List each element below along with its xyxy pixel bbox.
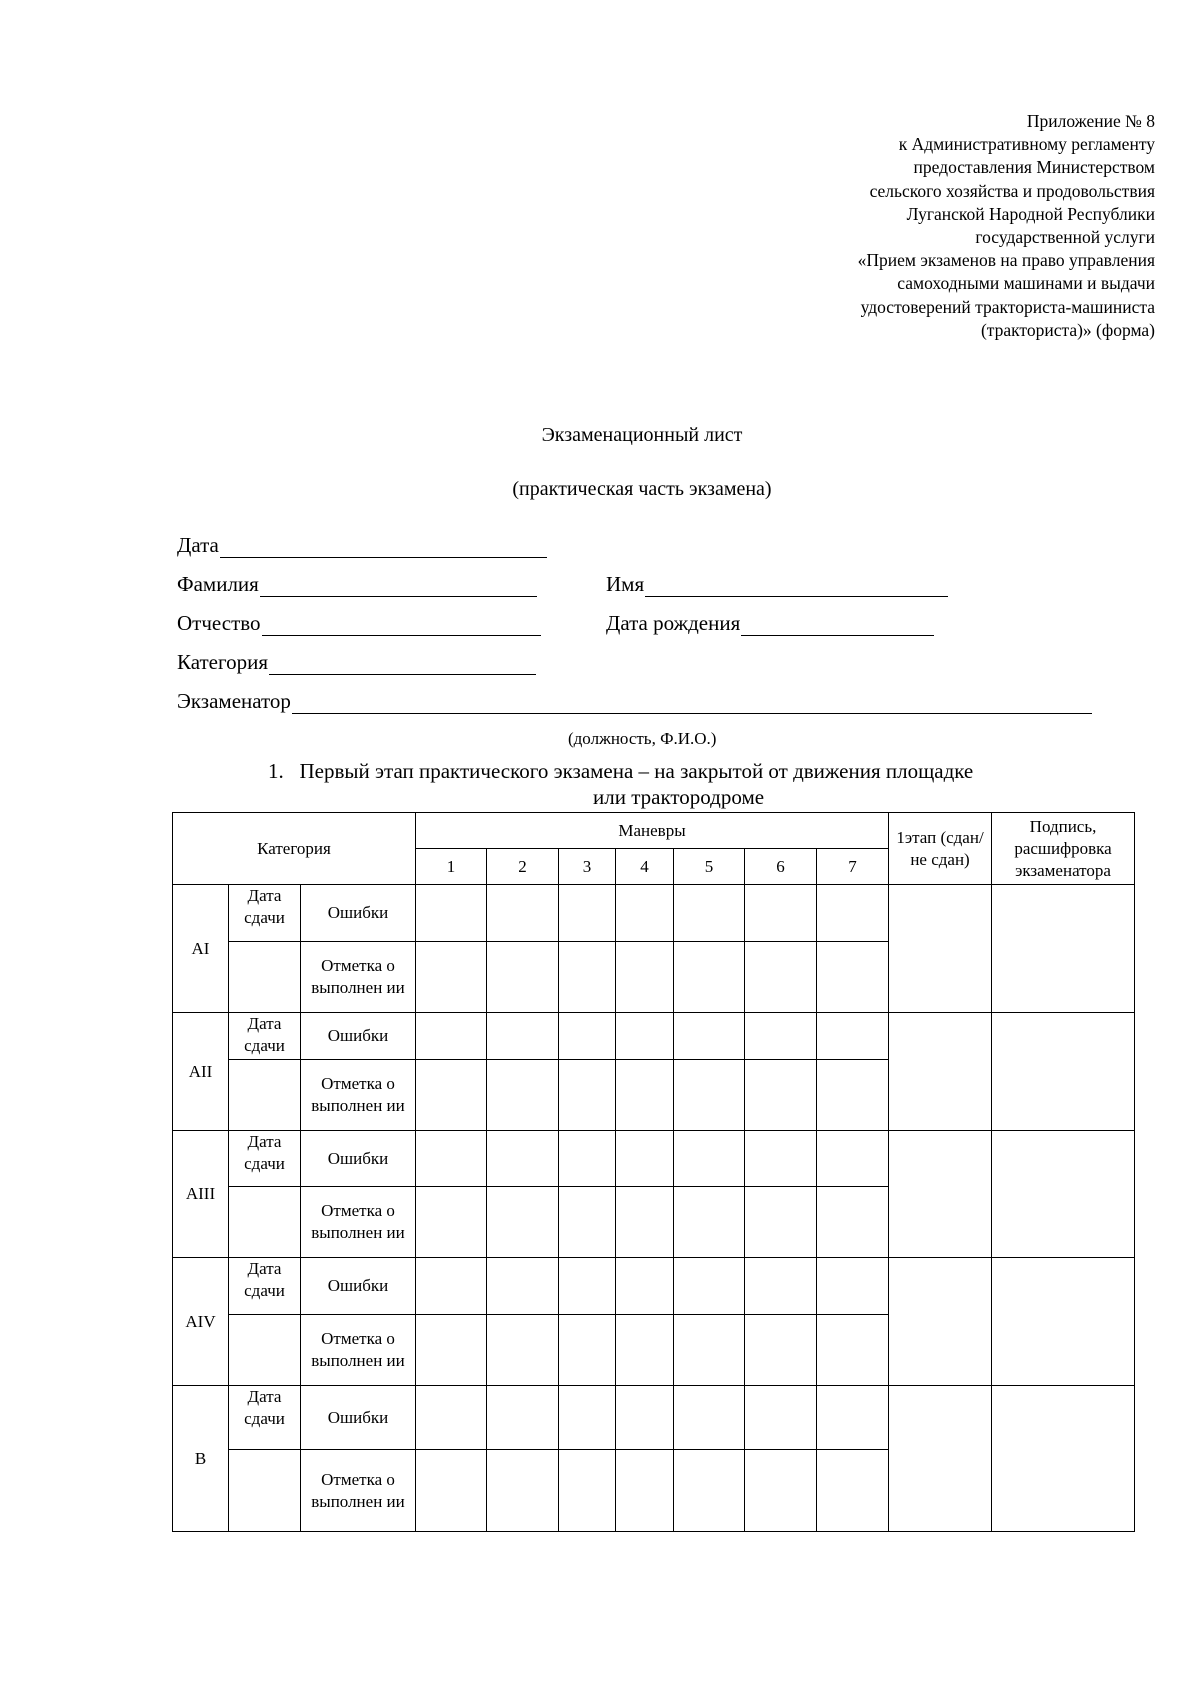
maneuver-errors-cell[interactable] xyxy=(674,1013,745,1060)
annex-block xyxy=(675,110,1155,342)
maneuver-errors-cell[interactable] xyxy=(616,1131,674,1187)
maneuver-errors-cell[interactable] xyxy=(817,1131,889,1187)
maneuver-errors-cell[interactable] xyxy=(559,1386,616,1450)
annex-line: самоходными машинами и выдачи xyxy=(897,273,1155,294)
maneuver-errors-cell[interactable] xyxy=(616,1013,674,1060)
maneuver-errors-cell[interactable] xyxy=(487,1258,559,1315)
maneuver-mark-cell[interactable] xyxy=(559,942,616,1013)
patronymic-label: Отчество xyxy=(177,611,261,635)
maneuver-mark-cell[interactable] xyxy=(817,1187,889,1258)
exam-table xyxy=(172,812,1135,1532)
mark-label-cell: Отметка о выполнен ии xyxy=(301,1187,416,1258)
surname-input-line[interactable] xyxy=(260,576,537,597)
maneuver-errors-cell[interactable] xyxy=(674,1258,745,1315)
maneuver-mark-cell[interactable] xyxy=(745,1450,817,1532)
maneuver-mark-cell[interactable] xyxy=(559,1060,616,1131)
category-code: AIII xyxy=(173,1131,229,1258)
table-header-row xyxy=(173,813,1135,849)
maneuver-mark-cell[interactable] xyxy=(487,1060,559,1131)
date-label-cell: Дата сдачи xyxy=(229,1258,301,1315)
exam-date-cell[interactable] xyxy=(229,1315,301,1386)
examiner-signature-cell[interactable] xyxy=(992,1258,1135,1386)
table-row xyxy=(173,1258,1135,1315)
annex-line: сельского хозяйства и продовольствия xyxy=(869,180,1155,201)
maneuver-errors-cell[interactable] xyxy=(487,1386,559,1450)
maneuver-errors-cell[interactable] xyxy=(559,1013,616,1060)
section-text-1: Первый этап практического экзамена – на закрытой от движения площадке xyxy=(299,759,974,783)
category-rows xyxy=(173,885,1135,1532)
mark-label-cell: Отметка о выполнен ии xyxy=(301,1060,416,1131)
annex-line: (тракториста)» (форма) xyxy=(980,319,1155,340)
examiner-signature-cell[interactable] xyxy=(992,1013,1135,1131)
date-label-cell: Дата сдачи xyxy=(229,1131,301,1187)
date-label-cell: Дата сдачи xyxy=(229,1386,301,1450)
maneuver-mark-cell[interactable] xyxy=(487,942,559,1013)
surname-label: Фамилия xyxy=(177,572,259,596)
maneuver-mark-cell[interactable] xyxy=(416,942,487,1013)
maneuver-number: 4 xyxy=(616,849,674,885)
mark-label-cell: Отметка о выполнен ии xyxy=(301,1315,416,1386)
maneuver-mark-cell[interactable] xyxy=(745,1315,817,1386)
table-row xyxy=(173,1386,1135,1450)
maneuver-errors-cell[interactable] xyxy=(674,885,745,942)
maneuver-mark-cell[interactable] xyxy=(616,1060,674,1131)
maneuver-mark-cell[interactable] xyxy=(674,1450,745,1532)
maneuver-mark-cell[interactable] xyxy=(416,1187,487,1258)
category-field xyxy=(177,650,536,675)
maneuver-errors-cell[interactable] xyxy=(616,1386,674,1450)
errors-label-cell: Ошибки xyxy=(301,1258,416,1315)
maneuver-errors-cell[interactable] xyxy=(487,1131,559,1187)
header-stage: 1этап (сдан/не сдан) xyxy=(889,813,992,885)
category-label: Категория xyxy=(177,650,268,674)
maneuver-mark-cell[interactable] xyxy=(817,1450,889,1532)
annex-line: «Прием экзаменов на право управления xyxy=(857,250,1155,271)
stage-result-cell[interactable] xyxy=(889,1131,992,1258)
maneuver-mark-cell[interactable] xyxy=(559,1450,616,1532)
annex-line: Приложение № 8 xyxy=(1026,111,1155,131)
annex-line: государственной услуги xyxy=(975,227,1155,248)
maneuver-errors-cell[interactable] xyxy=(559,1131,616,1187)
maneuver-number: 3 xyxy=(559,849,616,885)
mark-label-cell: Отметка о выполнен ии xyxy=(301,1450,416,1532)
maneuver-errors-cell[interactable] xyxy=(416,1258,487,1315)
maneuver-mark-cell[interactable] xyxy=(745,942,817,1013)
exam-date-cell[interactable] xyxy=(229,1450,301,1532)
name-label: Имя xyxy=(606,572,645,596)
exam-date-cell[interactable] xyxy=(229,1060,301,1131)
maneuver-errors-cell[interactable] xyxy=(559,1258,616,1315)
maneuver-mark-cell[interactable] xyxy=(817,942,889,1013)
table-row xyxy=(173,885,1135,942)
category-input-line[interactable] xyxy=(269,654,536,675)
maneuver-mark-cell[interactable] xyxy=(616,1315,674,1386)
maneuver-mark-cell[interactable] xyxy=(416,1315,487,1386)
maneuver-errors-cell[interactable] xyxy=(817,1258,889,1315)
category-code: AIV xyxy=(173,1258,229,1386)
table-row xyxy=(173,1013,1135,1060)
maneuver-number: 6 xyxy=(745,849,817,885)
maneuver-mark-cell[interactable] xyxy=(487,1187,559,1258)
maneuver-errors-cell[interactable] xyxy=(416,885,487,942)
maneuver-errors-cell[interactable] xyxy=(416,1013,487,1060)
examiner-input-line[interactable] xyxy=(292,693,1092,714)
maneuver-mark-cell[interactable] xyxy=(559,1187,616,1258)
maneuver-mark-cell[interactable] xyxy=(616,1450,674,1532)
stage-result-cell[interactable] xyxy=(889,1013,992,1131)
maneuver-mark-cell[interactable] xyxy=(674,1187,745,1258)
stage-result-cell[interactable] xyxy=(889,1386,992,1532)
section-heading-line-1 xyxy=(268,757,973,785)
surname-field xyxy=(177,572,537,597)
maneuver-errors-cell[interactable] xyxy=(674,1386,745,1450)
patronymic-field xyxy=(177,611,541,636)
maneuver-mark-cell[interactable] xyxy=(487,1315,559,1386)
maneuver-mark-cell[interactable] xyxy=(817,1060,889,1131)
maneuver-mark-cell[interactable] xyxy=(559,1315,616,1386)
maneuver-number: 2 xyxy=(487,849,559,885)
maneuver-mark-cell[interactable] xyxy=(745,1060,817,1131)
maneuver-errors-cell[interactable] xyxy=(487,885,559,942)
maneuver-errors-cell[interactable] xyxy=(745,1013,817,1060)
maneuver-mark-cell[interactable] xyxy=(674,942,745,1013)
table-row xyxy=(173,1131,1135,1187)
maneuver-mark-cell[interactable] xyxy=(674,1315,745,1386)
birthdate-field xyxy=(606,611,934,636)
maneuver-errors-cell[interactable] xyxy=(745,1386,817,1450)
date-field xyxy=(177,533,547,558)
header-maneuvers: Маневры xyxy=(416,813,889,849)
errors-label-cell: Ошибки xyxy=(301,1386,416,1450)
date-label: Дата xyxy=(177,533,219,557)
maneuver-number: 5 xyxy=(674,849,745,885)
name-field xyxy=(606,572,948,597)
maneuver-errors-cell[interactable] xyxy=(817,885,889,942)
date-label-cell: Дата сдачи xyxy=(229,885,301,942)
category-code: AII xyxy=(173,1013,229,1131)
mark-label-cell: Отметка о выполнен ии xyxy=(301,942,416,1013)
maneuver-number: 1 xyxy=(416,849,487,885)
header-category: Категория xyxy=(173,813,416,885)
stage-result-cell[interactable] xyxy=(889,1258,992,1386)
section-number: 1. xyxy=(268,759,284,783)
maneuver-errors-cell[interactable] xyxy=(745,1131,817,1187)
stage-result-cell[interactable] xyxy=(889,885,992,1013)
maneuver-errors-cell[interactable] xyxy=(416,1131,487,1187)
maneuver-number: 7 xyxy=(817,849,889,885)
exam-date-cell[interactable] xyxy=(229,942,301,1013)
exam-date-cell[interactable] xyxy=(229,1187,301,1258)
annex-line: удостоверений тракториста-машиниста xyxy=(860,296,1155,317)
examiner-signature-cell[interactable] xyxy=(992,1386,1135,1532)
examiner-hint: (должность, Ф.И.О.) xyxy=(568,729,717,748)
maneuver-errors-cell[interactable] xyxy=(817,1013,889,1060)
maneuver-errors-cell[interactable] xyxy=(817,1386,889,1450)
birthdate-label: Дата рождения xyxy=(606,611,741,635)
name-input-line[interactable] xyxy=(645,576,948,597)
annex-line: к Административному регламенту xyxy=(898,134,1155,155)
document-subtitle: (практическая часть экзамена) xyxy=(512,478,772,500)
patronymic-input-line[interactable] xyxy=(262,615,541,636)
maneuver-mark-cell[interactable] xyxy=(616,1187,674,1258)
header-signature: Подпись, расшифровка экзаменатора xyxy=(992,813,1135,885)
maneuver-mark-cell[interactable] xyxy=(817,1315,889,1386)
maneuver-mark-cell[interactable] xyxy=(674,1060,745,1131)
date-input-line[interactable] xyxy=(220,537,547,558)
examiner-field xyxy=(177,689,1092,714)
document-title: Экзаменационный лист xyxy=(541,424,743,446)
maneuver-errors-cell[interactable] xyxy=(674,1131,745,1187)
maneuver-errors-cell[interactable] xyxy=(559,885,616,942)
maneuver-errors-cell[interactable] xyxy=(745,1258,817,1315)
category-code: B xyxy=(173,1386,229,1532)
annex-line: предоставления Министерством xyxy=(913,157,1155,178)
maneuver-mark-cell[interactable] xyxy=(416,1450,487,1532)
maneuver-errors-cell[interactable] xyxy=(416,1386,487,1450)
date-label-cell: Дата сдачи xyxy=(229,1013,301,1060)
maneuver-errors-cell[interactable] xyxy=(616,1258,674,1315)
maneuver-errors-cell[interactable] xyxy=(745,885,817,942)
examiner-signature-cell[interactable] xyxy=(992,885,1135,1013)
maneuver-errors-cell[interactable] xyxy=(487,1013,559,1060)
maneuver-mark-cell[interactable] xyxy=(416,1060,487,1131)
examiner-label: Экзаменатор xyxy=(177,689,291,713)
category-code: AI xyxy=(173,885,229,1013)
maneuver-mark-cell[interactable] xyxy=(745,1187,817,1258)
errors-label-cell: Ошибки xyxy=(301,1131,416,1187)
maneuver-mark-cell[interactable] xyxy=(616,942,674,1013)
examiner-signature-cell[interactable] xyxy=(992,1131,1135,1258)
maneuver-errors-cell[interactable] xyxy=(616,885,674,942)
annex-line: Луганской Народной Республики xyxy=(906,203,1155,224)
errors-label-cell: Ошибки xyxy=(301,885,416,942)
errors-label-cell: Ошибки xyxy=(301,1013,416,1060)
maneuver-mark-cell[interactable] xyxy=(487,1450,559,1532)
birthdate-input-line[interactable] xyxy=(741,615,934,636)
section-heading-line-2: или трактородроме xyxy=(593,785,765,809)
